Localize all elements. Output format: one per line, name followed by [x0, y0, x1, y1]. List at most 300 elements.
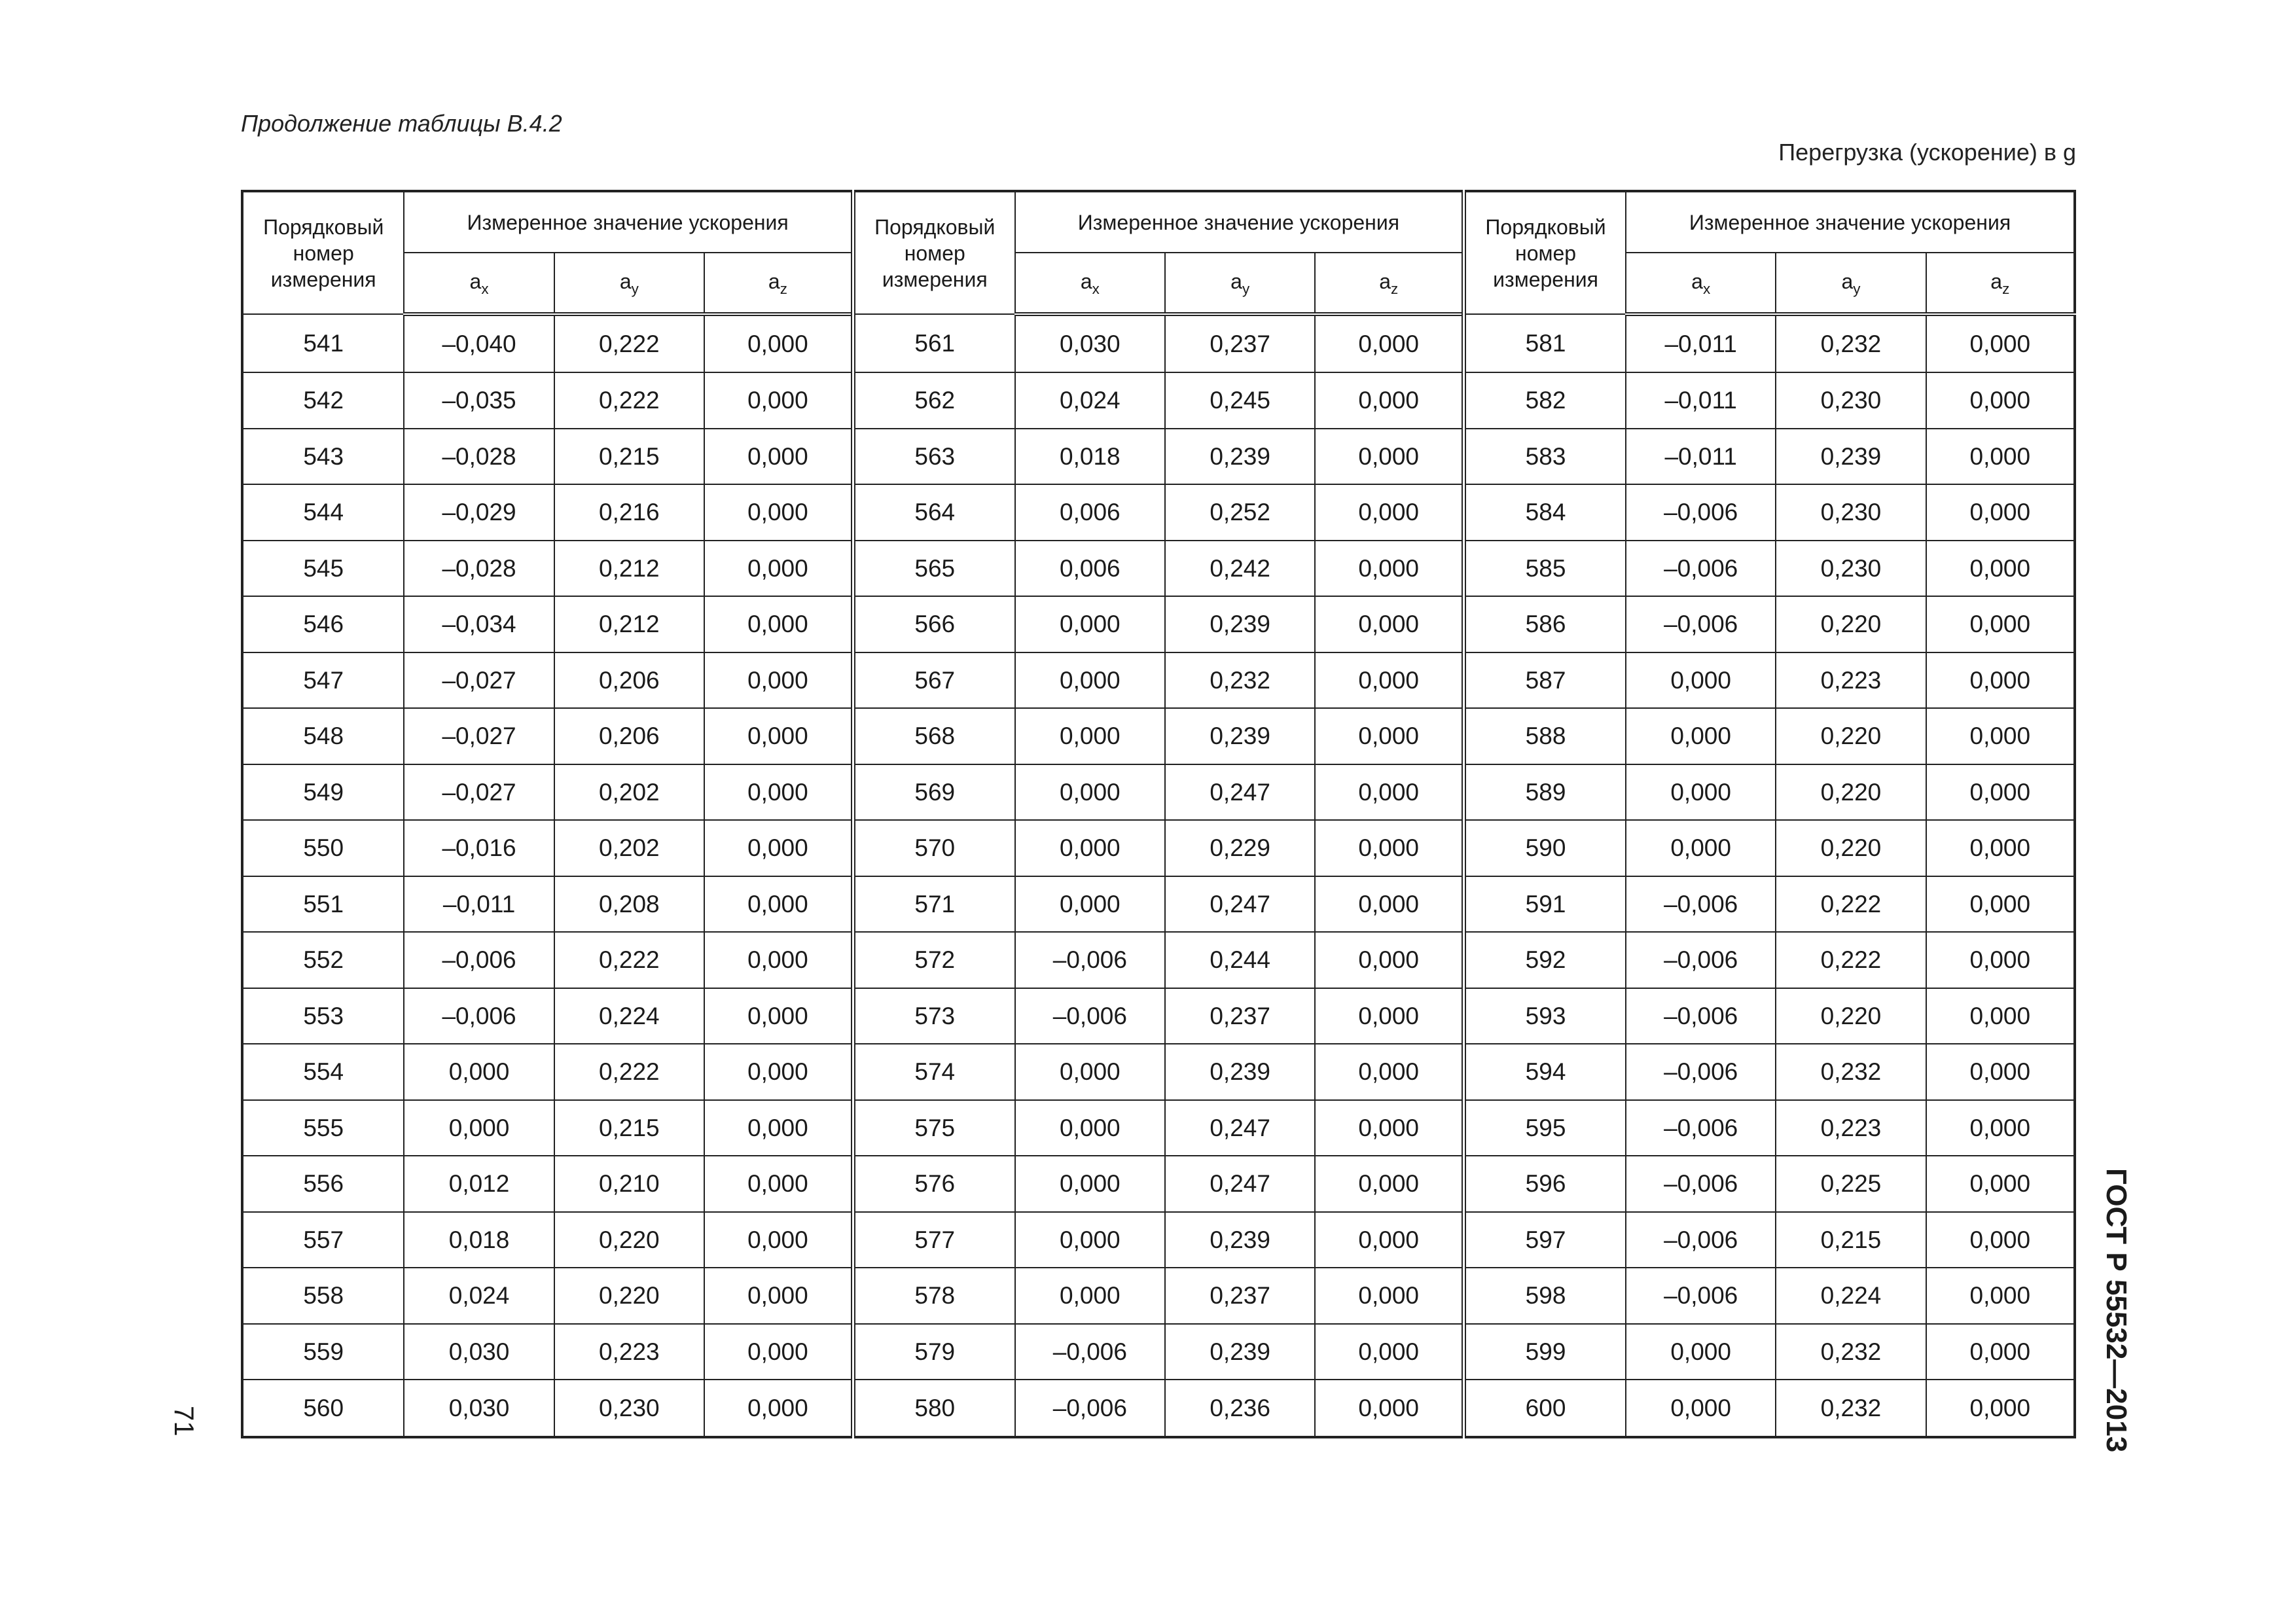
az-cell: 0,000 — [704, 484, 853, 541]
ay-cell: 0,237 — [1165, 314, 1315, 372]
ay-cell: 0,222 — [554, 1044, 704, 1100]
ax-cell: 0,030 — [404, 1380, 554, 1437]
table-row — [242, 429, 2075, 485]
order-number-cell: 582 — [1464, 372, 1626, 429]
order-number-cell: 550 — [242, 820, 404, 876]
az-cell: 0,000 — [704, 1100, 853, 1156]
order-number-cell: 557 — [242, 1212, 404, 1268]
order-number-cell: 593 — [1464, 988, 1626, 1044]
ax-cell: 0,000 — [1626, 820, 1776, 876]
ay-cell: 0,223 — [1776, 1100, 1926, 1156]
az-cell: 0,000 — [1926, 1268, 2075, 1324]
az-cell: 0,000 — [704, 541, 853, 597]
az-cell: 0,000 — [1315, 1212, 1463, 1268]
order-number-cell: 552 — [242, 932, 404, 988]
ay-cell: 0,215 — [1776, 1212, 1926, 1268]
order-number-header: Порядковый номер измерения — [242, 191, 404, 314]
ax-cell: –0,006 — [1626, 1156, 1776, 1212]
az-cell: 0,000 — [1315, 1100, 1463, 1156]
ax-cell: –0,006 — [1626, 876, 1776, 933]
axis-subscript: z — [1390, 280, 1399, 297]
table-row — [242, 1268, 2075, 1324]
ay-cell: 0,215 — [554, 1100, 704, 1156]
az-cell: 0,000 — [1315, 429, 1463, 485]
table-body — [242, 314, 2075, 1437]
ax-cell: 0,000 — [404, 1044, 554, 1100]
axis-symbol: a — [1080, 270, 1092, 293]
ay-cell: 0,230 — [1776, 541, 1926, 597]
order-number-cell: 576 — [853, 1156, 1014, 1212]
axis-subscript: y — [631, 280, 639, 297]
table-row — [242, 484, 2075, 541]
az-cell: 0,000 — [704, 372, 853, 429]
az-cell: 0,000 — [1315, 1268, 1463, 1324]
ay-cell: 0,230 — [1776, 372, 1926, 429]
ay-cell: 0,237 — [1165, 1268, 1315, 1324]
order-number-cell: 562 — [853, 372, 1014, 429]
table-row — [242, 932, 2075, 988]
az-cell: 0,000 — [1315, 484, 1463, 541]
order-number-cell: 566 — [853, 596, 1014, 652]
order-number-cell: 569 — [853, 764, 1014, 821]
order-number-cell: 595 — [1464, 1100, 1626, 1156]
table-row — [242, 1044, 2075, 1100]
ay-cell: 0,239 — [1165, 1212, 1315, 1268]
ay-cell: 0,220 — [1776, 988, 1926, 1044]
az-cell: 0,000 — [704, 764, 853, 821]
axis-header-x — [404, 253, 554, 314]
az-cell: 0,000 — [1926, 932, 2075, 988]
measured-value-header: Измеренное значение ускорения — [404, 191, 853, 253]
axis-symbol: a — [1230, 270, 1242, 293]
ax-cell: 0,000 — [1015, 1044, 1165, 1100]
order-number-cell: 559 — [242, 1324, 404, 1380]
ax-cell: 0,000 — [1015, 652, 1165, 709]
order-number-cell: 551 — [242, 876, 404, 933]
ay-cell: 0,232 — [1776, 314, 1926, 372]
ay-cell: 0,222 — [554, 932, 704, 988]
ax-cell: –0,006 — [1015, 932, 1165, 988]
acceleration-table — [241, 190, 2076, 1438]
order-number-header: Порядковый номер измерения — [853, 191, 1014, 314]
az-cell: 0,000 — [704, 596, 853, 652]
az-cell: 0,000 — [704, 1268, 853, 1324]
order-number-cell: 600 — [1464, 1380, 1626, 1437]
az-cell: 0,000 — [1315, 708, 1463, 764]
table-row — [242, 708, 2075, 764]
ay-cell: 0,230 — [1776, 484, 1926, 541]
ay-cell: 0,212 — [554, 541, 704, 597]
ax-cell: –0,028 — [404, 429, 554, 485]
order-number-cell: 542 — [242, 372, 404, 429]
ax-cell: 0,024 — [404, 1268, 554, 1324]
ay-cell: 0,236 — [1165, 1380, 1315, 1437]
az-cell: 0,000 — [1315, 314, 1463, 372]
table-row — [242, 1380, 2075, 1437]
ax-cell: –0,011 — [1626, 372, 1776, 429]
order-number-cell: 544 — [242, 484, 404, 541]
order-number-cell: 574 — [853, 1044, 1014, 1100]
axis-header-y — [1165, 253, 1315, 314]
axis-subscript: x — [481, 280, 489, 297]
ay-cell: 0,220 — [554, 1212, 704, 1268]
az-cell: 0,000 — [1926, 541, 2075, 597]
ay-cell: 0,210 — [554, 1156, 704, 1212]
table-row — [242, 541, 2075, 597]
axis-subscript: y — [1853, 280, 1861, 297]
order-number-cell: 554 — [242, 1044, 404, 1100]
order-number-cell: 598 — [1464, 1268, 1626, 1324]
order-number-cell: 543 — [242, 429, 404, 485]
table-header — [242, 191, 2075, 314]
ax-cell: 0,000 — [1015, 1100, 1165, 1156]
ay-cell: 0,222 — [554, 372, 704, 429]
ax-cell: 0,000 — [1015, 1212, 1165, 1268]
axis-symbol: a — [469, 270, 482, 293]
ay-cell: 0,239 — [1165, 708, 1315, 764]
az-cell: 0,000 — [1926, 820, 2075, 876]
az-cell: 0,000 — [704, 820, 853, 876]
axis-subscript: z — [2002, 280, 2010, 297]
az-cell: 0,000 — [1926, 429, 2075, 485]
ay-cell: 0,215 — [554, 429, 704, 485]
order-number-cell: 541 — [242, 314, 404, 372]
ax-cell: 0,018 — [404, 1212, 554, 1268]
order-number-cell: 578 — [853, 1268, 1014, 1324]
measured-value-header: Измеренное значение ускорения — [1626, 191, 2075, 253]
ay-cell: 0,245 — [1165, 372, 1315, 429]
table-row — [242, 1212, 2075, 1268]
order-number-cell: 590 — [1464, 820, 1626, 876]
order-number-cell: 599 — [1464, 1324, 1626, 1380]
ax-cell: 0,000 — [1015, 1156, 1165, 1212]
ax-cell: 0,000 — [1015, 764, 1165, 821]
az-cell: 0,000 — [1926, 1212, 2075, 1268]
az-cell: 0,000 — [1926, 1100, 2075, 1156]
order-number-cell: 584 — [1464, 484, 1626, 541]
ay-cell: 0,232 — [1165, 652, 1315, 709]
ax-cell: –0,027 — [404, 764, 554, 821]
ay-cell: 0,247 — [1165, 764, 1315, 821]
table-row — [242, 1100, 2075, 1156]
ay-cell: 0,202 — [554, 764, 704, 821]
order-number-cell: 575 — [853, 1100, 1014, 1156]
az-cell: 0,000 — [1315, 596, 1463, 652]
az-cell: 0,000 — [1315, 541, 1463, 597]
order-number-cell: 585 — [1464, 541, 1626, 597]
az-cell: 0,000 — [704, 652, 853, 709]
az-cell: 0,000 — [1315, 764, 1463, 821]
order-number-cell: 549 — [242, 764, 404, 821]
ay-cell: 0,212 — [554, 596, 704, 652]
az-cell: 0,000 — [1315, 652, 1463, 709]
az-cell: 0,000 — [704, 1044, 853, 1100]
axis-header-x — [1626, 253, 1776, 314]
table-row — [242, 596, 2075, 652]
ax-cell: –0,006 — [1626, 484, 1776, 541]
az-cell: 0,000 — [1315, 820, 1463, 876]
ay-cell: 0,206 — [554, 652, 704, 709]
az-cell: 0,000 — [1926, 596, 2075, 652]
axis-symbol: a — [1841, 270, 1854, 293]
ax-cell: 0,000 — [1015, 708, 1165, 764]
ay-cell: 0,225 — [1776, 1156, 1926, 1212]
az-cell: 0,000 — [704, 1212, 853, 1268]
ax-cell: 0,000 — [1626, 708, 1776, 764]
ax-cell: 0,000 — [1626, 1324, 1776, 1380]
header-row-1 — [242, 191, 2075, 253]
table-row — [242, 372, 2075, 429]
order-number-cell: 553 — [242, 988, 404, 1044]
ax-cell: –0,027 — [404, 652, 554, 709]
ay-cell: 0,222 — [1776, 876, 1926, 933]
az-cell: 0,000 — [1926, 1380, 2075, 1437]
az-cell: 0,000 — [1315, 932, 1463, 988]
az-cell: 0,000 — [1315, 372, 1463, 429]
axis-symbol: a — [1379, 270, 1391, 293]
ax-cell: –0,006 — [1626, 596, 1776, 652]
order-number-cell: 561 — [853, 314, 1014, 372]
order-number-cell: 567 — [853, 652, 1014, 709]
az-cell: 0,000 — [1926, 708, 2075, 764]
az-cell: 0,000 — [704, 708, 853, 764]
ay-cell: 0,247 — [1165, 1100, 1315, 1156]
ay-cell: 0,252 — [1165, 484, 1315, 541]
ax-cell: 0,000 — [1015, 876, 1165, 933]
axis-header-y — [554, 253, 704, 314]
units-note: Перегрузка (ускорение) в g — [1778, 139, 2076, 166]
ay-cell: 0,224 — [1776, 1268, 1926, 1324]
axis-symbol: a — [619, 270, 632, 293]
measured-value-header: Измеренное значение ускорения — [1015, 191, 1464, 253]
order-number-cell: 573 — [853, 988, 1014, 1044]
az-cell: 0,000 — [1315, 1380, 1463, 1437]
ax-cell: 0,030 — [404, 1324, 554, 1380]
axis-symbol: a — [1691, 270, 1703, 293]
order-number-cell: 555 — [242, 1100, 404, 1156]
order-number-cell: 596 — [1464, 1156, 1626, 1212]
az-cell: 0,000 — [704, 1324, 853, 1380]
az-cell: 0,000 — [1926, 484, 2075, 541]
order-number-cell: 583 — [1464, 429, 1626, 485]
order-number-cell: 571 — [853, 876, 1014, 933]
az-cell: 0,000 — [1926, 876, 2075, 933]
ay-cell: 0,239 — [1165, 596, 1315, 652]
ay-cell: 0,232 — [1776, 1380, 1926, 1437]
axis-subscript: x — [1092, 280, 1100, 297]
axis-header-z — [1926, 253, 2075, 314]
az-cell: 0,000 — [1315, 1044, 1463, 1100]
ay-cell: 0,244 — [1165, 932, 1315, 988]
axis-subscript: z — [780, 280, 787, 297]
order-number-cell: 570 — [853, 820, 1014, 876]
az-cell: 0,000 — [704, 314, 853, 372]
ay-cell: 0,242 — [1165, 541, 1315, 597]
ay-cell: 0,220 — [1776, 820, 1926, 876]
az-cell: 0,000 — [1315, 1324, 1463, 1380]
ax-cell: 0,000 — [1626, 1380, 1776, 1437]
ax-cell: 0,000 — [1626, 764, 1776, 821]
ay-cell: 0,239 — [1165, 1324, 1315, 1380]
az-cell: 0,000 — [704, 932, 853, 988]
table-row — [242, 1156, 2075, 1212]
axis-subscript: x — [1702, 280, 1711, 297]
axis-subscript: y — [1242, 280, 1250, 297]
az-cell: 0,000 — [1315, 1156, 1463, 1212]
ay-cell: 0,202 — [554, 820, 704, 876]
order-number-cell: 589 — [1464, 764, 1626, 821]
ax-cell: –0,034 — [404, 596, 554, 652]
ay-cell: 0,232 — [1776, 1044, 1926, 1100]
table-caption: Продолжение таблицы В.4.2 — [241, 110, 562, 137]
ax-cell: –0,011 — [1626, 314, 1776, 372]
order-number-cell: 591 — [1464, 876, 1626, 933]
ax-cell: –0,006 — [1626, 932, 1776, 988]
ax-cell: –0,006 — [1626, 1044, 1776, 1100]
ay-cell: 0,239 — [1165, 429, 1315, 485]
ax-cell: –0,040 — [404, 314, 554, 372]
ax-cell: 0,000 — [1626, 652, 1776, 709]
ax-cell: 0,000 — [1015, 1268, 1165, 1324]
standard-designation: ГОСТ Р 55532—2013 — [2100, 1168, 2132, 1453]
ay-cell: 0,222 — [1776, 932, 1926, 988]
ax-cell: –0,006 — [1015, 988, 1165, 1044]
table-row — [242, 820, 2075, 876]
ax-cell: –0,035 — [404, 372, 554, 429]
axis-header-z — [1315, 253, 1463, 314]
ax-cell: –0,006 — [1015, 1324, 1165, 1380]
table-row — [242, 652, 2075, 709]
az-cell: 0,000 — [1315, 876, 1463, 933]
header-row-2 — [242, 253, 2075, 314]
ax-cell: 0,012 — [404, 1156, 554, 1212]
ay-cell: 0,208 — [554, 876, 704, 933]
ax-cell: –0,011 — [404, 876, 554, 933]
ax-cell: –0,016 — [404, 820, 554, 876]
ay-cell: 0,223 — [554, 1324, 704, 1380]
ay-cell: 0,239 — [1165, 1044, 1315, 1100]
ay-cell: 0,220 — [1776, 596, 1926, 652]
axis-symbol: a — [1990, 270, 2003, 293]
table-row — [242, 988, 2075, 1044]
ax-cell: –0,006 — [1626, 1100, 1776, 1156]
az-cell: 0,000 — [1926, 1156, 2075, 1212]
az-cell: 0,000 — [1926, 1324, 2075, 1380]
ax-cell: 0,018 — [1015, 429, 1165, 485]
axis-header-y — [1776, 253, 1926, 314]
ax-cell: –0,006 — [1626, 541, 1776, 597]
order-number-cell: 558 — [242, 1268, 404, 1324]
order-number-header: Порядковый номер измерения — [1464, 191, 1626, 314]
axis-header-x — [1015, 253, 1165, 314]
az-cell: 0,000 — [1926, 764, 2075, 821]
ax-cell: –0,006 — [1626, 988, 1776, 1044]
ax-cell: –0,028 — [404, 541, 554, 597]
ax-cell: 0,000 — [1015, 820, 1165, 876]
ay-cell: 0,230 — [554, 1380, 704, 1437]
order-number-cell: 560 — [242, 1380, 404, 1437]
order-number-cell: 580 — [853, 1380, 1014, 1437]
order-number-cell: 556 — [242, 1156, 404, 1212]
table-row — [242, 314, 2075, 372]
ay-cell: 0,224 — [554, 988, 704, 1044]
order-number-cell: 565 — [853, 541, 1014, 597]
page-number: 71 — [169, 1406, 200, 1436]
ay-cell: 0,232 — [1776, 1324, 1926, 1380]
ay-cell: 0,216 — [554, 484, 704, 541]
order-number-cell: 572 — [853, 932, 1014, 988]
ay-cell: 0,237 — [1165, 988, 1315, 1044]
az-cell: 0,000 — [1315, 988, 1463, 1044]
axis-header-z — [704, 253, 853, 314]
ay-cell: 0,206 — [554, 708, 704, 764]
order-number-cell: 587 — [1464, 652, 1626, 709]
order-number-cell: 545 — [242, 541, 404, 597]
az-cell: 0,000 — [704, 1380, 853, 1437]
ay-cell: 0,223 — [1776, 652, 1926, 709]
ay-cell: 0,222 — [554, 314, 704, 372]
order-number-cell: 546 — [242, 596, 404, 652]
order-number-cell: 579 — [853, 1324, 1014, 1380]
az-cell: 0,000 — [704, 988, 853, 1044]
ax-cell: –0,006 — [404, 932, 554, 988]
axis-symbol: a — [768, 270, 780, 293]
ay-cell: 0,247 — [1165, 1156, 1315, 1212]
order-number-cell: 581 — [1464, 314, 1626, 372]
order-number-cell: 597 — [1464, 1212, 1626, 1268]
order-number-cell: 592 — [1464, 932, 1626, 988]
az-cell: 0,000 — [704, 429, 853, 485]
az-cell: 0,000 — [1926, 372, 2075, 429]
order-number-cell: 568 — [853, 708, 1014, 764]
ay-cell: 0,220 — [1776, 764, 1926, 821]
ay-cell: 0,220 — [1776, 708, 1926, 764]
az-cell: 0,000 — [704, 1156, 853, 1212]
ay-cell: 0,229 — [1165, 820, 1315, 876]
az-cell: 0,000 — [1926, 652, 2075, 709]
order-number-cell: 577 — [853, 1212, 1014, 1268]
ax-cell: –0,006 — [404, 988, 554, 1044]
order-number-cell: 548 — [242, 708, 404, 764]
table-row — [242, 1324, 2075, 1380]
ax-cell: –0,011 — [1626, 429, 1776, 485]
ax-cell: 0,006 — [1015, 541, 1165, 597]
ax-cell: 0,024 — [1015, 372, 1165, 429]
ax-cell: 0,030 — [1015, 314, 1165, 372]
ax-cell: 0,006 — [1015, 484, 1165, 541]
order-number-cell: 563 — [853, 429, 1014, 485]
ax-cell: 0,000 — [1015, 596, 1165, 652]
ay-cell: 0,220 — [554, 1268, 704, 1324]
table-row — [242, 876, 2075, 933]
az-cell: 0,000 — [1926, 988, 2075, 1044]
ax-cell: –0,029 — [404, 484, 554, 541]
az-cell: 0,000 — [1926, 314, 2075, 372]
az-cell: 0,000 — [1926, 1044, 2075, 1100]
order-number-cell: 594 — [1464, 1044, 1626, 1100]
ax-cell: –0,006 — [1015, 1380, 1165, 1437]
ay-cell: 0,247 — [1165, 876, 1315, 933]
ax-cell: –0,027 — [404, 708, 554, 764]
order-number-cell: 588 — [1464, 708, 1626, 764]
ax-cell: 0,000 — [404, 1100, 554, 1156]
ax-cell: –0,006 — [1626, 1268, 1776, 1324]
order-number-cell: 547 — [242, 652, 404, 709]
ay-cell: 0,239 — [1776, 429, 1926, 485]
az-cell: 0,000 — [704, 876, 853, 933]
ax-cell: –0,006 — [1626, 1212, 1776, 1268]
table-row — [242, 764, 2075, 821]
